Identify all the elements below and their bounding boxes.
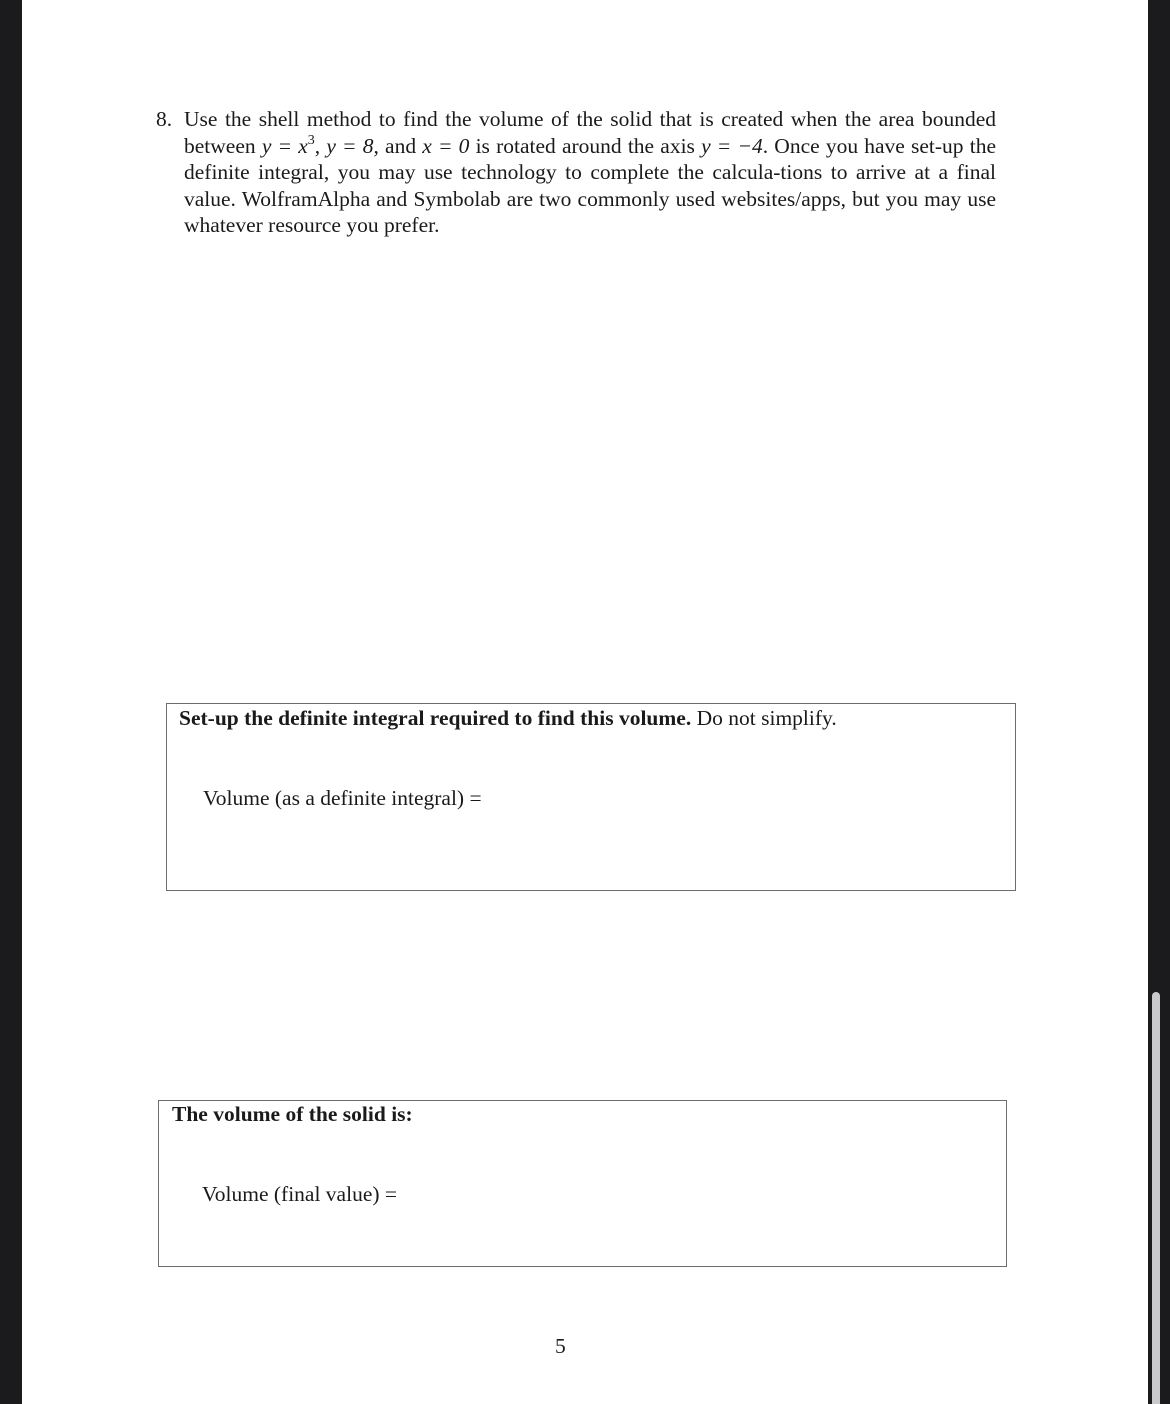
problem-number: 8. [156, 107, 173, 131]
final-box-title: The volume of the solid is: [172, 1102, 413, 1126]
integral-box-title-rest: Do not simplify. [691, 706, 837, 730]
separator-2: , and [373, 133, 423, 158]
equation-curve-rhs: = x [271, 133, 308, 158]
scrollbar-thumb[interactable] [1152, 992, 1160, 1404]
equation-curve-exponent: 3 [307, 132, 315, 148]
final-volume-label: Volume (final value) = [202, 1182, 398, 1206]
integral-answer-box [166, 703, 1016, 891]
problem-text [184, 106, 996, 239]
equation-axis: y = −4 [701, 133, 763, 158]
equation-line-x0: x = 0 [422, 133, 470, 158]
integral-box-title [179, 706, 837, 731]
final-value-answer-box [158, 1100, 1007, 1267]
equation-line-y8: y = 8 [326, 133, 374, 158]
problem-text-part-3: . Once you have set-up the definite integral, you may use technology to complete the calcula-tions to arrive at a final value. WolframAlpha and Symbolab are two commonly used websites/apps, but you may use whatever resource you prefer. [184, 133, 996, 238]
separator-1: , [314, 133, 327, 158]
integral-box-title-bold: Set-up the definite integral required to find this volume. [179, 706, 692, 730]
page-number: 5 [555, 1334, 566, 1358]
integral-volume-label: Volume (as a definite integral) = [203, 786, 482, 810]
problem-text-part-1: Use the shell method to find the volume of the solid that is created when the area bounded between [184, 107, 996, 158]
equation-curve-var: y [261, 133, 272, 158]
problem-text-part-2: is rotated around the axis [469, 133, 702, 158]
